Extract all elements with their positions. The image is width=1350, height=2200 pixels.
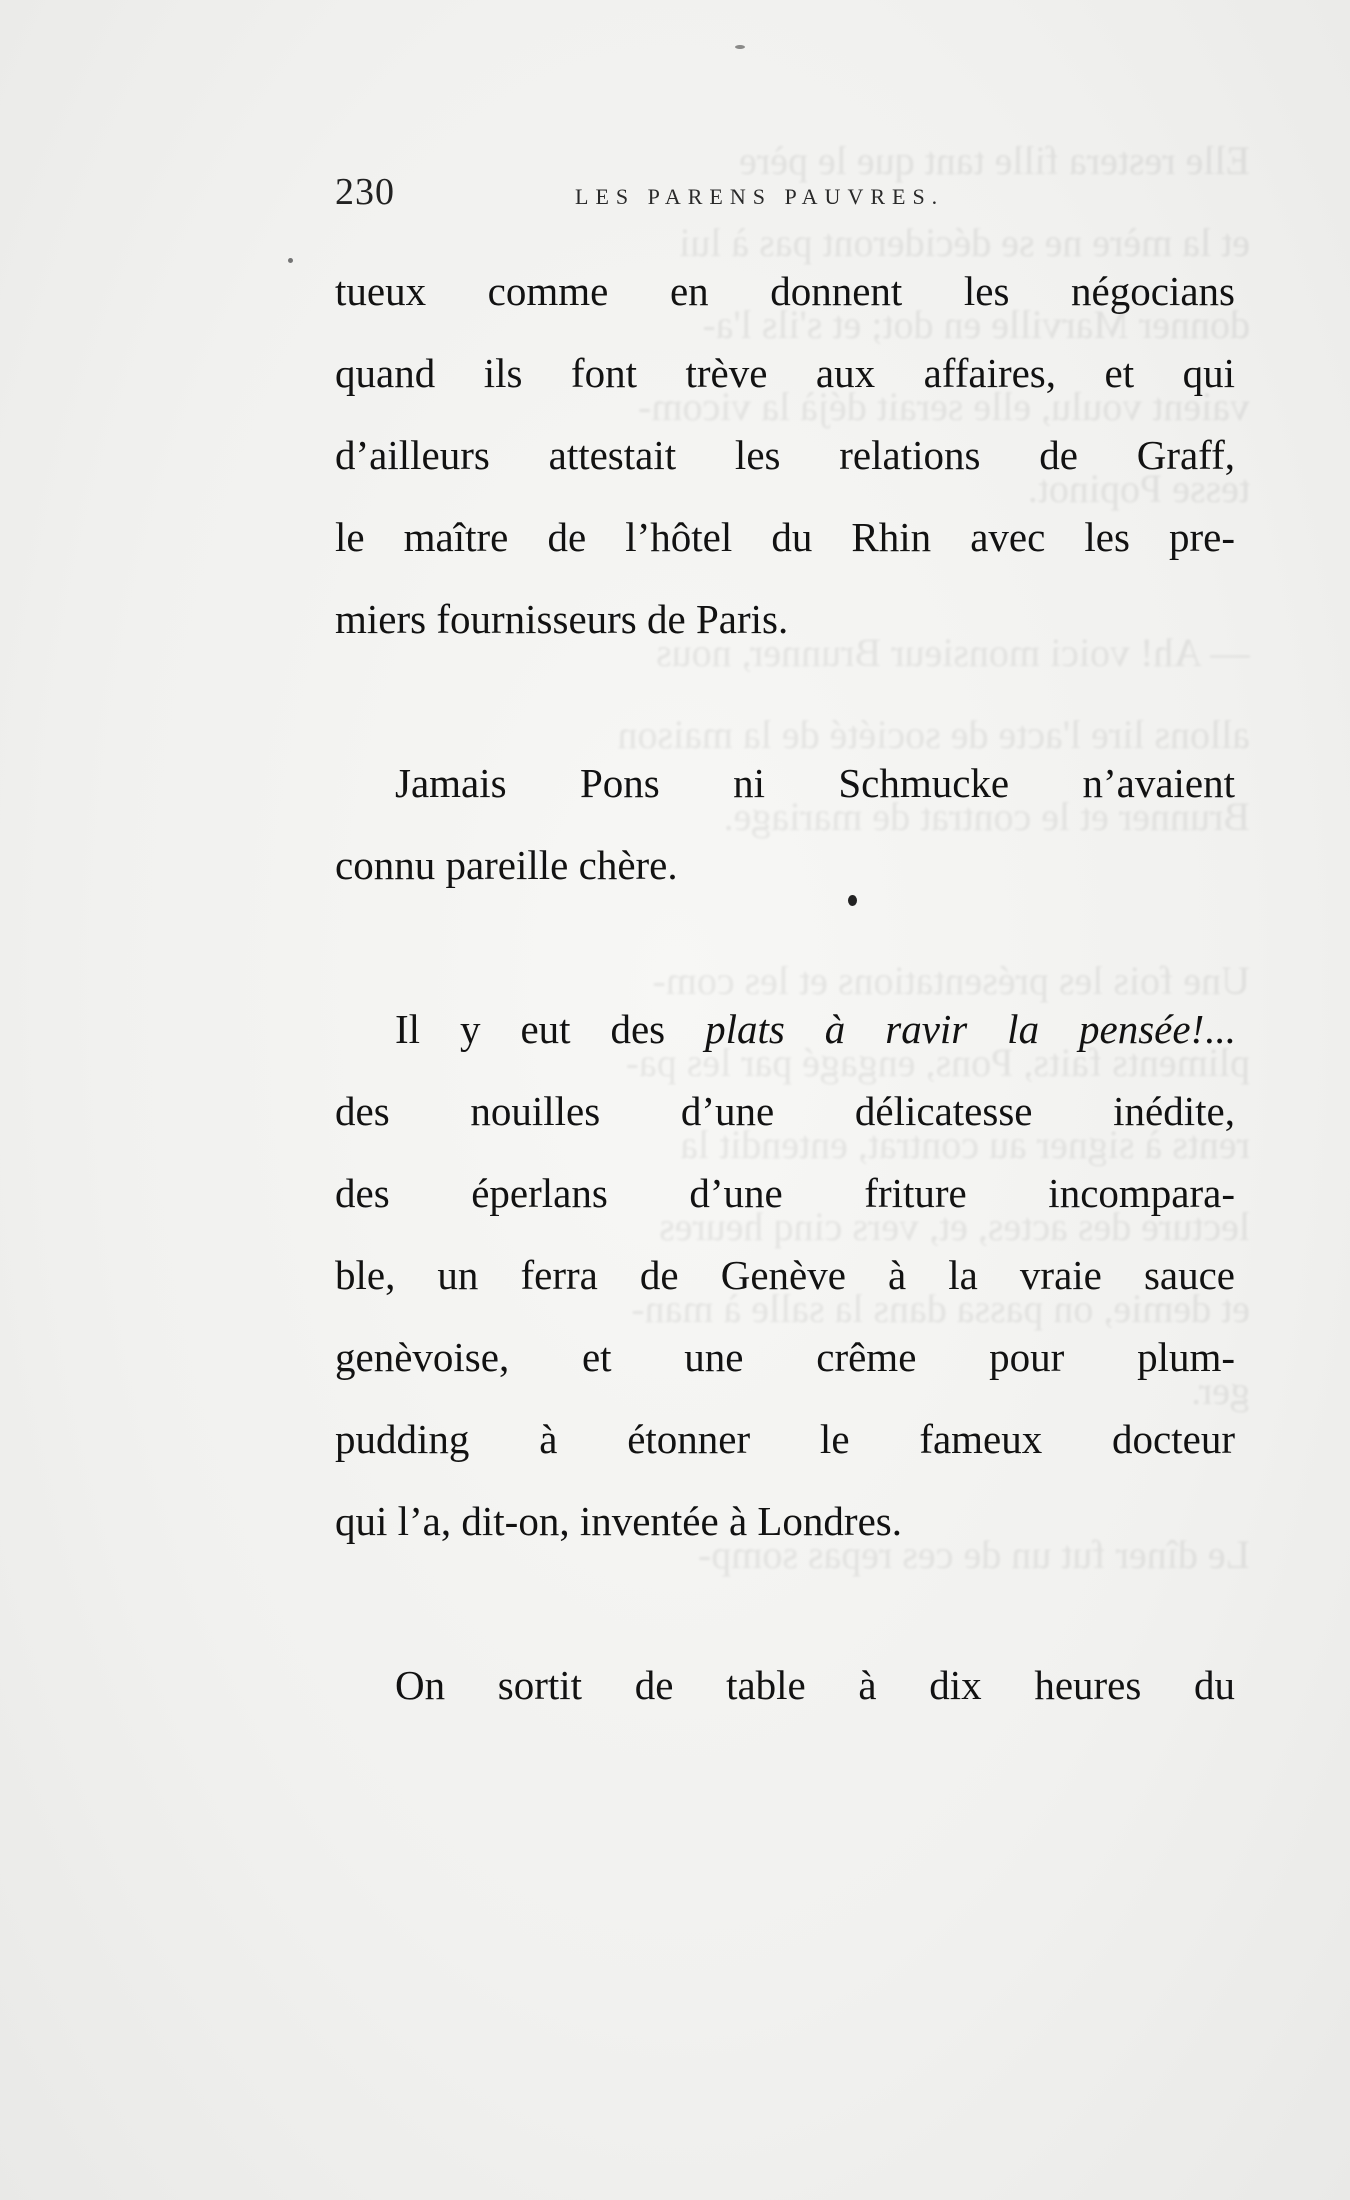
text-line: des nouilles d’une délicatesse inédite, [335, 1088, 1235, 1134]
ink-speck [288, 258, 293, 263]
paragraph-4 [335, 1644, 1235, 1726]
page-number: 230 [335, 171, 395, 213]
text-line: le maître de l’hôtel du Rhin avec les pre- [335, 514, 1235, 560]
text-line: qui l’a, dit-on, inventée à Londres. [335, 1498, 902, 1544]
text-line: pudding à étonner le fameux docteur [335, 1416, 1235, 1462]
text-line: miers fournisseurs de Paris. [335, 596, 789, 642]
ink-speck [735, 45, 745, 49]
paragraph-2 [335, 742, 1235, 906]
paragraph-1 [335, 250, 1235, 660]
text-line: connu pareille chère. [335, 842, 678, 888]
running-head [335, 170, 1235, 220]
text-line: des éperlans d’une friture incompara- [335, 1170, 1235, 1216]
paragraph-gap [335, 1562, 1235, 1644]
text-line: d’ailleurs attestait les relations de Graff, [335, 432, 1235, 478]
text-line: Jamais Pons ni Schmucke n’avaient [395, 760, 1235, 806]
text-line: On sortit de table à dix heures du [395, 1662, 1235, 1708]
running-title: LES PARENS PAUVRES. [575, 184, 945, 209]
text-roman: Il y eut des [395, 1006, 706, 1052]
text-line: genèvoise, et une crême pour plum- [335, 1334, 1235, 1380]
show-through-texture: Elle restera fille tant que le père et la mère ne se décideront pas à lui donner Marville en dot; et s'ils l'a- vaient voulu, elle serait déjà la vicom- tesse Popinot. — Ah! voici monsieur Brunner, nous allons lire l'acte de société de la maison Brunner et le contrat de mariage. Une fois les présentations et les com- pliments faits, Pons, engagé par les pa- rents à signer au contrat, entendit la lecture des actes, et, vers cinq heures et demie, on passa dans la salle à man- ger. Le dîner fut un de ces repas somp- [617, 138, 1250, 1577]
paragraph-gap [335, 906, 1235, 988]
text-italic: plats à ravir la pensée! [705, 1006, 1205, 1052]
paragraph-gap [335, 660, 1235, 742]
body-text [335, 250, 1235, 1726]
text-line: ble, un ferra de Genève à la vraie sauce [335, 1252, 1235, 1298]
text-line: quand ils font trève aux affaires, et qui [335, 350, 1235, 396]
text-line [335, 988, 1235, 1070]
text-roman: ... [1204, 1006, 1235, 1052]
paragraph-3 [335, 988, 1235, 1562]
text-line: tueux comme en donnent les négocians [335, 268, 1235, 314]
ink-speck [848, 895, 857, 906]
